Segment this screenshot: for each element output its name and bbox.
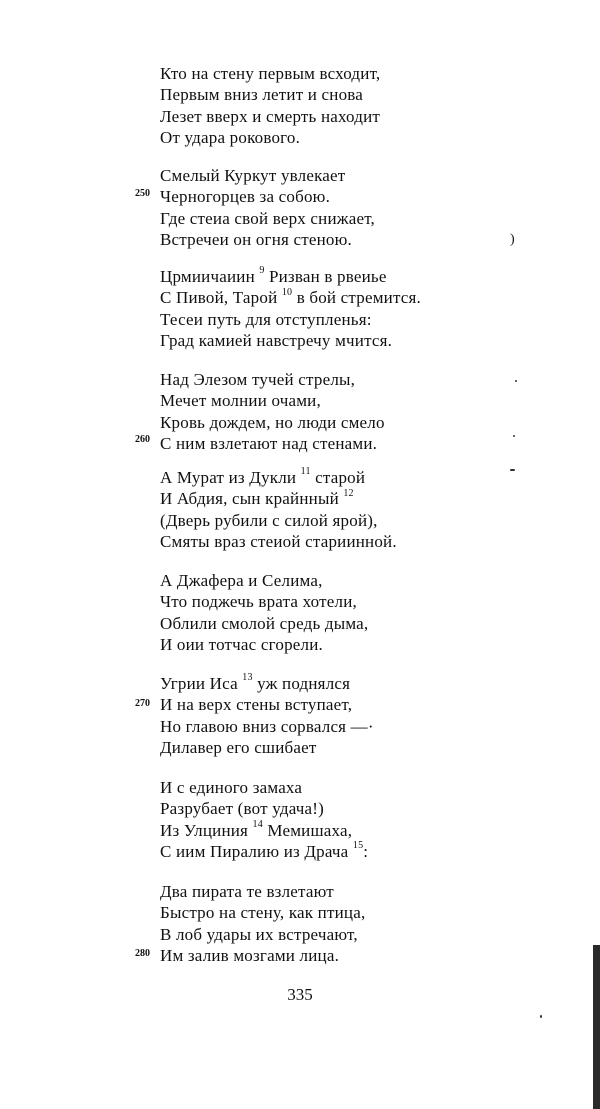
verse-text: Из Улциния bbox=[160, 820, 249, 840]
verse-line: Быстро на стену, как птица, bbox=[160, 903, 366, 923]
verse-line: Встречеи он огня стеною. bbox=[160, 229, 352, 249]
verse-line: И на верх стены вступает, bbox=[160, 695, 353, 715]
verse-line: Им залив мозгами лица. bbox=[160, 945, 340, 965]
verse-line: Что поджечь врата хотели, bbox=[160, 592, 357, 612]
verse-line: С ним взлетают над стенами. bbox=[160, 433, 378, 453]
verse-line: (Дверь рубили с силой ярой), bbox=[160, 510, 378, 530]
stanza-8 bbox=[160, 777, 480, 862]
verse-line: От удара рокового. bbox=[160, 127, 301, 147]
verse-line: Но главою вниз сорвался —· bbox=[160, 716, 374, 736]
verse-text: старой bbox=[310, 468, 366, 487]
scan-speck bbox=[513, 435, 515, 437]
margin-mark: ) bbox=[510, 232, 515, 247]
verse-line: Над Элезом тучей стрелы, bbox=[160, 370, 356, 389]
verse-text: Угрии Иса bbox=[160, 674, 238, 693]
verse-text: С иим Пиралию из Драча bbox=[160, 841, 349, 861]
verse-line bbox=[160, 488, 480, 509]
page-number: 335 bbox=[287, 985, 313, 1004]
verse-line: Лезет вверх и смерть находит bbox=[160, 106, 381, 126]
stanza-2 bbox=[160, 165, 480, 250]
verse-line: Кто на стену первым всходит, bbox=[160, 64, 381, 83]
verse-line: Дилавер его сшибает bbox=[160, 737, 317, 757]
stanza-3 bbox=[160, 266, 480, 351]
verse-line bbox=[160, 266, 480, 287]
verse-line bbox=[160, 673, 480, 694]
footnote-ref: 10 bbox=[281, 286, 293, 298]
verse-line: В лоб удары их встречают, bbox=[160, 924, 358, 944]
verse-text: в бой стремится. bbox=[292, 288, 422, 308]
verse-line: Два пирата те взлетают bbox=[160, 882, 334, 901]
footnote-ref: 14 bbox=[252, 818, 263, 830]
footnote-ref: 15 bbox=[352, 840, 364, 852]
verse-text: И Абдия, сын крайнный bbox=[160, 489, 339, 509]
footnote-ref: 9 bbox=[259, 265, 265, 277]
verse-line: Черногорцев за собою. bbox=[160, 187, 331, 207]
stanza-9 bbox=[160, 881, 480, 966]
line-number: 280 bbox=[135, 948, 150, 959]
verse-line: Град камией навстречу мчится. bbox=[160, 330, 393, 350]
stanza-7 bbox=[160, 673, 480, 758]
verse-line: Первым вниз летит и снова bbox=[160, 85, 364, 105]
scan-edge-shadow bbox=[593, 945, 600, 1109]
verse-line bbox=[160, 467, 480, 488]
scan-speck bbox=[515, 380, 517, 382]
stanza-5 bbox=[160, 467, 480, 552]
verse-text: Црмиичаиин bbox=[160, 267, 255, 286]
verse-line bbox=[160, 841, 480, 862]
footnote-ref: 11 bbox=[300, 466, 311, 478]
verse-line: Облили смолой средь дыма, bbox=[160, 613, 369, 633]
verse-line: Мечет молнии очами, bbox=[160, 391, 321, 411]
verse-text: Мемишаха, bbox=[262, 820, 353, 840]
verse-line: А Джафера и Селима, bbox=[160, 571, 323, 590]
line-number: 250 bbox=[135, 188, 150, 199]
scan-speck bbox=[510, 469, 515, 471]
line-number: 270 bbox=[135, 698, 150, 709]
verse-line: Смяты враз стеиой стариинной. bbox=[160, 531, 397, 551]
verse-line: Тесеи путь для отступленья: bbox=[160, 309, 372, 329]
verse-line bbox=[160, 820, 480, 841]
stanza-6 bbox=[160, 570, 480, 655]
verse-line: Смелый Куркут увлекает bbox=[160, 166, 346, 185]
verse-line: Кровь дождем, но люди смело bbox=[160, 412, 385, 432]
verse-line: Где стеиа свой верх снижает, bbox=[160, 208, 376, 228]
line-number: 260 bbox=[135, 434, 150, 445]
verse-text: А Мурат из Дукли bbox=[160, 468, 297, 487]
verse-text: : bbox=[363, 841, 369, 861]
footnote-ref: 12 bbox=[343, 487, 354, 499]
verse-line: Разрубает (вот удача!) bbox=[160, 799, 324, 819]
verse-line bbox=[160, 287, 480, 308]
footnote-ref: 13 bbox=[242, 672, 253, 684]
verse-text: С Пивой, Тарой bbox=[160, 288, 278, 308]
verse-text: уж поднялся bbox=[252, 674, 351, 693]
scan-speck bbox=[540, 1015, 542, 1018]
stanza-4 bbox=[160, 369, 480, 454]
verse-line: И с единого замаха bbox=[160, 778, 303, 797]
verse-text: Ризван в рвеиье bbox=[264, 267, 387, 286]
stanza-1 bbox=[160, 63, 480, 148]
verse-line: И оии тотчас сгорели. bbox=[160, 634, 323, 654]
